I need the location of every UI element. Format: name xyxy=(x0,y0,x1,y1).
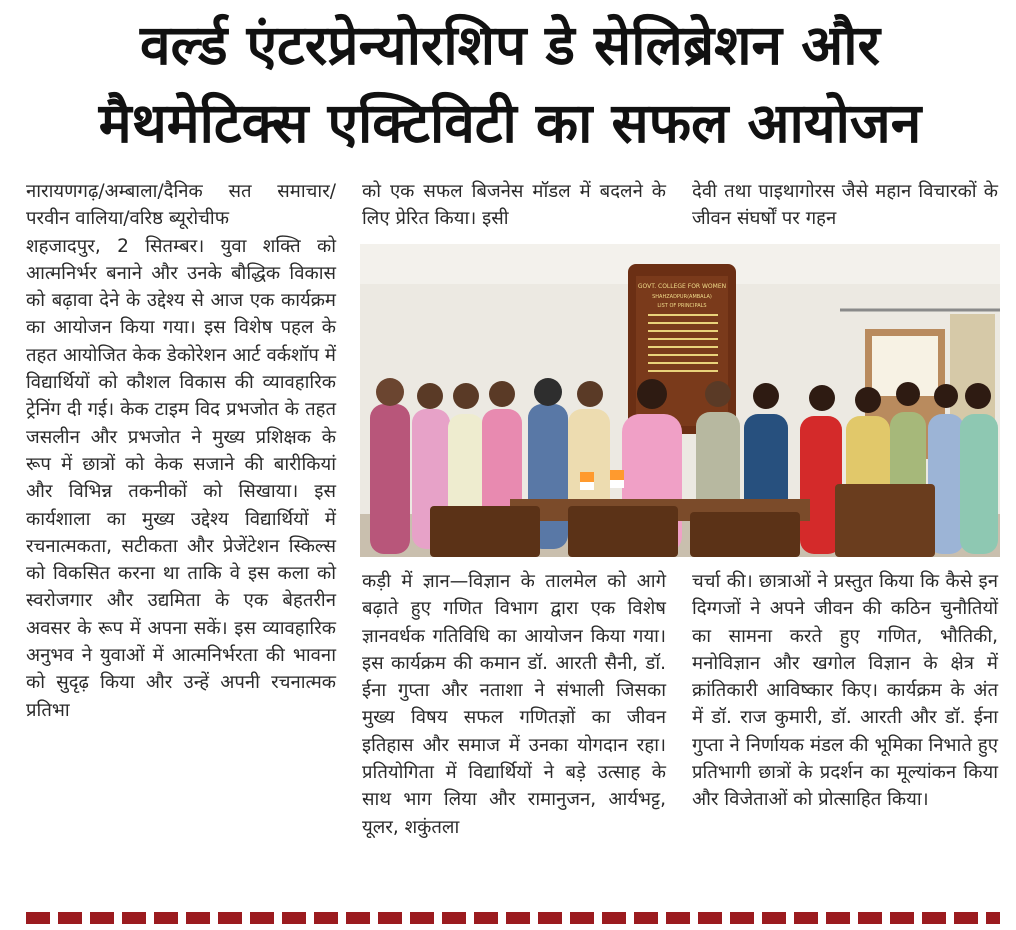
article-column-2-top xyxy=(362,178,666,233)
column-3-bottom-text: चर्चा की। छात्राओं ने प्रस्तुत किया कि कैसे इन दिग्गजों ने अपने जीवन की कठिन चुनौतियों का सामना करते हुए गणित, भौतिकी, मनोविज्ञान और खगोल विज्ञान के क्षेत्र में क्रांतिकारी आविष्कार किए। कार्यक्रम के अंत में डॉ. राज कुमारी, डॉ. आरती और डॉ. ईना गुप्ता ने निर्णायक मंडल की भूमिका निभाते हुए प्रतिभागी छात्रों के प्रदर्शन का मूल्यांकन किया और विजेताओं को प्रोत्साहित किया। xyxy=(692,571,998,811)
event-photo-illustration xyxy=(360,244,1000,557)
column-2-bottom-text: कड़ी में ज्ञान—विज्ञान के तालमेल को आगे बढ़ाते हुए गणित विभाग द्वारा एक विशेष ज्ञानवर्धक गतिविधि का आयोजन किया गया। इस कार्यक्रम की कमान डॉ. आरती सैनी, डॉ. ईना गुप्ता और नताशा ने संभाली जिसका मुख्य विषय सफल गणितज्ञों का जीवन इतिहास और समाज में उनका योगदान रहा। प्रतियोगिता में विद्यार्थियों ने बड़े उत्साह के साथ भाग लिया और रामानुजन, आर्यभट्ट, यूलर, शकुंतला xyxy=(362,571,666,838)
article-column-1 xyxy=(26,178,336,724)
event-photo xyxy=(360,244,1000,557)
article-column-3-top xyxy=(692,178,998,233)
article-column-2-bottom xyxy=(362,568,666,841)
board-subtitle: SHAHZADPUR(AMBALA) xyxy=(652,294,712,300)
headline-line-2: मैथमेटिक्स एक्टिविटी का सफल आयोजन xyxy=(98,91,922,155)
byline: नारायणगढ़/अम्बाला/दैनिक सत समाचार/परवीन वालिया/वरिष्ठ ब्यूरोचीफ xyxy=(26,181,336,230)
column-3-top-text: देवी तथा पाइथागोरस जैसे महान विचारकों के जीवन संघर्षों पर गहन xyxy=(692,181,998,230)
article-column-3-bottom xyxy=(692,568,998,814)
footer-dashed-bar xyxy=(26,912,1000,924)
column-2-top-text: को एक सफल बिजनेस मॉडल में बदलने के लिए प्रेरित किया। इसी xyxy=(362,181,666,230)
column-1-text: शहजादपुर, 2 सितम्बर। युवा शक्ति को आत्मनिर्भर बनाने और उनके बौद्धिक विकास को बढ़ावा देने के उद्देश्य से आज एक कार्यक्रम का आयोजन किया गया। इस विशेष पहल के तहत आयोजित केक डेकोरेशन आर्ट वर्कशॉप में विद्यार्थियों को कौशल विकास की व्यावहारिक ट्रेनिंग दी गई। केक टाइम विद प्रभजोत के तहत जसलीन और प्रभजोत ने मुख्य प्रशिक्षक के रूप में छात्रों को केक सजाने की बारीकियां और विभिन्न तकनीकों को सिखाया। इस कार्यशाला का मुख्य उद्देश्य विद्यार्थियों में रचनात्मकता, सटीकता और प्रेजेंटेशन स्किल्स को विकसित करना था ताकि वे इस कला को स्वरोजगार और उद्यमिता के एक बेहतरीन अवसर के रूप में अपना सकें। इस व्यावहारिक अनुभव ने युवाओं में आत्मनिर्भरता की भावना को सुदृढ़ किया और उन्हें अपनी रचनात्मक प्रतिभा xyxy=(26,235,336,721)
board-heading: LIST OF PRINCIPALS xyxy=(657,303,707,309)
board-title: GOVT. COLLEGE FOR WOMEN xyxy=(637,283,727,290)
headline-line-1: वर्ल्ड एंटरप्रेन्योरशिप डे सेलिब्रेशन और xyxy=(139,13,880,77)
